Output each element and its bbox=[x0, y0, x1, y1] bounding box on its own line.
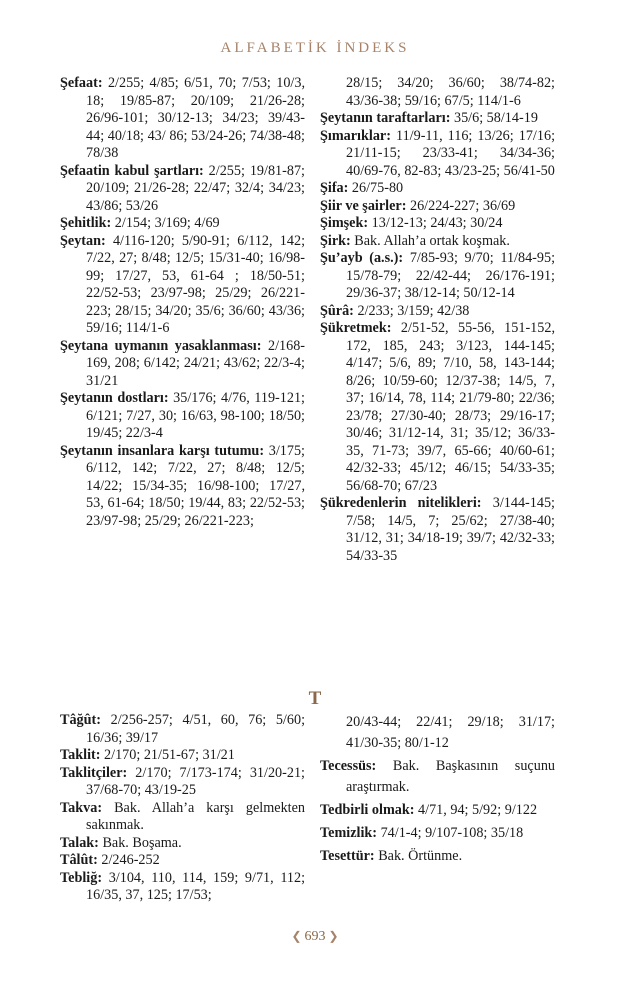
index-entry bbox=[320, 800, 555, 821]
index-term: Temizlik: bbox=[320, 825, 378, 841]
index-references: 13/12-13; 24/43; 30/24 bbox=[371, 215, 503, 231]
index-term: Şirk: bbox=[320, 232, 351, 249]
index-entry bbox=[60, 870, 305, 905]
index-entry bbox=[320, 128, 555, 181]
index-entry bbox=[320, 846, 555, 867]
index-term: Tâlût: bbox=[60, 852, 98, 868]
index-references: 35/6; 58/14-19 bbox=[453, 110, 538, 126]
index-references: 26/75-80 bbox=[351, 180, 404, 196]
index-entry bbox=[320, 823, 555, 844]
index-references: 4/116-120; 5/90-91; 6/112, 142; 7/22, 27; 8/48; 12/5; 15/31-40; 16/98-99; 17/27, 53, 61-64 ; 18/50-51; 22/52-53; 23/97-98; 25/29; 26/221-223; 28/15; 34/20; 35/6; 36/60; 43/36; 59/16; 114/1-6 bbox=[86, 232, 306, 336]
index-entry bbox=[60, 835, 305, 853]
index-references: 2/170; 7/173-174; 31/20-21; 37/68-70; 43/19-25 bbox=[86, 764, 305, 798]
index-term: Şeytana uymanın yasaklanması: bbox=[60, 337, 262, 354]
index-term: Şeytanın dostları: bbox=[60, 390, 169, 406]
index-entry bbox=[60, 215, 305, 233]
index-entry bbox=[320, 495, 555, 565]
index-references: 2/246-252 bbox=[101, 852, 160, 868]
running-header: ALFABETİK İNDEKS bbox=[220, 40, 410, 56]
index-references: 35/176; 4/76, 119-121; 6/121; 7/27, 30; 16/63, 98-100; 18/50; 19/45; 22/3-4 bbox=[86, 390, 306, 441]
index-term: Tâğût: bbox=[60, 712, 101, 728]
index-entry bbox=[320, 756, 555, 798]
index-references: 3/175; 6/112, 142; 7/22, 27; 8/48; 12/5; 14/22; 15/34-35; 16/98-100; 17/27, 53, 61-64; 18/50; 19/44, 83; 22/52-53; 23/97-98; 25/29; 26/221-223; bbox=[86, 442, 305, 529]
index-term: Şehitlik: bbox=[60, 215, 112, 231]
section-letter-heading: T bbox=[308, 688, 322, 709]
index-term: Talak: bbox=[60, 834, 99, 851]
index-entry bbox=[320, 180, 555, 198]
index-column-right-bottom bbox=[320, 712, 555, 869]
index-references: Bak. Allah’a karşı gelmekten sakınmak. bbox=[86, 799, 305, 833]
index-term: Şefaatin kabul şartları: bbox=[60, 162, 204, 179]
index-entry bbox=[60, 852, 305, 870]
index-entry bbox=[60, 747, 305, 765]
index-references: Bak. Boşama. bbox=[102, 834, 182, 851]
index-entry bbox=[320, 250, 555, 303]
index-term: Şefaat: bbox=[60, 75, 103, 91]
index-references: 2/168-169, 208; 6/142; 24/21; 43/62; 22/3-4; 31/21 bbox=[86, 337, 306, 389]
index-entry-continuation: 28/15; 34/20; 36/60; 38/74-82; 43/36-38; 59/16; 67/5; 114/1-6 bbox=[346, 75, 555, 109]
index-references: 26/224-227; 36/69 bbox=[409, 197, 516, 214]
index-column-left-bottom bbox=[60, 712, 305, 905]
index-column-right-top bbox=[320, 75, 555, 565]
index-entry bbox=[60, 443, 305, 531]
index-references: 7/85-93; 9/70; 11/84-95; 15/78-79; 22/42-44; 26/176-191; 29/36-37; 38/12-14; 50/12-14 bbox=[346, 250, 556, 301]
index-term: Takva: bbox=[60, 799, 103, 816]
index-term: Şiir ve şairler: bbox=[320, 197, 407, 214]
index-term: Şeytanın taraftarları: bbox=[320, 110, 451, 126]
index-term: Tesettür: bbox=[320, 848, 375, 864]
index-term: Şifa: bbox=[320, 180, 349, 196]
index-entry bbox=[60, 163, 305, 216]
index-references: Bak. Başkasının suçunu araştırmak. bbox=[346, 758, 556, 795]
folio-ornament-left-icon: ❮ bbox=[291, 929, 302, 943]
index-entry bbox=[60, 712, 305, 747]
index-term: Tedbirli olmak: bbox=[320, 802, 415, 818]
index-term: Tebliğ: bbox=[60, 869, 103, 886]
index-entry bbox=[320, 320, 555, 495]
index-references: 2/255; 4/85; 6/51, 70; 7/53; 10/3, 18; 19/85-87; 20/109; 21/26-28; 26/96-101; 30/12-13; 34/23; 39/43-44; 40/18; 43/ 86; 53/24-26; 74/38-48; 78/38 bbox=[86, 75, 306, 161]
page-number: 693 bbox=[304, 929, 326, 944]
index-references: 2/154; 3/169; 4/69 bbox=[114, 215, 220, 231]
index-term: Şeytan: bbox=[60, 232, 106, 249]
index-references: 2/256-257; 4/51, 60, 76; 5/60; 16/36; 39/17 bbox=[86, 712, 306, 746]
index-entry bbox=[320, 198, 555, 216]
index-references: 3/144-145; 7/58; 14/5, 7; 25/62; 27/38-40; 31/12, 31; 34/18-19; 39/7; 42/32-33; 54/33-35 bbox=[346, 495, 555, 564]
index-term: Şeytanın insanlara karşı tutumu: bbox=[60, 442, 265, 459]
index-entry-continuation: 20/43-44; 22/41; 29/18; 31/17; 41/30-35; 80/1-12 bbox=[346, 714, 555, 751]
index-term: Şükredenlerin nitelikleri: bbox=[320, 495, 482, 511]
index-term: Şükretmek: bbox=[320, 320, 392, 336]
index-term: Tecessüs: bbox=[320, 758, 377, 774]
index-entry bbox=[60, 800, 305, 835]
index-term: Şu’ayb (a.s.): bbox=[320, 250, 404, 266]
index-references: 3/104, 110, 114, 159; 9/71, 112; 16/35, 37, 125; 17/53; bbox=[86, 869, 306, 903]
index-references: 2/233; 3/159; 42/38 bbox=[357, 302, 470, 319]
index-entry bbox=[60, 390, 305, 443]
folio-ornament-right-icon: ❯ bbox=[328, 929, 339, 943]
index-entry bbox=[60, 233, 305, 338]
index-references: Bak. Allah’a ortak koşmak. bbox=[354, 232, 510, 249]
index-references: 74/1-4; 9/107-108; 35/18 bbox=[380, 825, 524, 841]
index-references: 11/9-11, 116; 13/26; 17/16; 21/11-15; 23/33-41; 34/34-36; 40/69-76, 82-83; 43/23-25; 56/41-50 bbox=[346, 127, 556, 179]
index-entry bbox=[320, 110, 555, 128]
index-term: Şimşek: bbox=[320, 215, 369, 231]
index-references: Bak. Örtünme. bbox=[378, 848, 463, 864]
index-term: Taklit: bbox=[60, 747, 101, 763]
page-number-footer bbox=[0, 929, 630, 945]
index-term: Şımarıklar: bbox=[320, 127, 391, 144]
index-entry bbox=[60, 75, 305, 163]
index-entry bbox=[320, 215, 555, 233]
index-term: Şûrâ: bbox=[320, 302, 354, 319]
index-references: 4/71, 94; 5/92; 9/122 bbox=[418, 802, 538, 818]
index-references: 2/255; 19/81-87; 20/109; 21/26-28; 22/47; 32/4; 34/23; 43/86; 53/26 bbox=[86, 162, 305, 214]
index-term: Taklitçiler: bbox=[60, 764, 128, 781]
index-entry bbox=[320, 303, 555, 321]
index-references: 2/51-52, 55-56, 151-152, 172, 185, 243; 3/123, 144-145; 4/147; 5/6, 89; 7/10, 58, 143-144; 8/26; 10/59-60; 12/37-38; 14/5, 7, 37; 16/14, 78, 114; 21/79-80; 22/36; 23/78; 27/30-40; 28/73; 29/16-17; 30/46; 31/12-14, 31; 35/12; 36/33-35, 71-73; 39/7, 65-66; 40/60-61; 42/32-33; 45/12; 46/15; 54/33-35; 56/68-70; 67/23 bbox=[346, 320, 555, 494]
index-column-left-top bbox=[60, 75, 305, 530]
index-entry bbox=[60, 765, 305, 800]
index-entry bbox=[60, 338, 305, 391]
index-references: 2/170; 21/51-67; 31/21 bbox=[104, 747, 235, 763]
index-entry bbox=[320, 233, 555, 251]
